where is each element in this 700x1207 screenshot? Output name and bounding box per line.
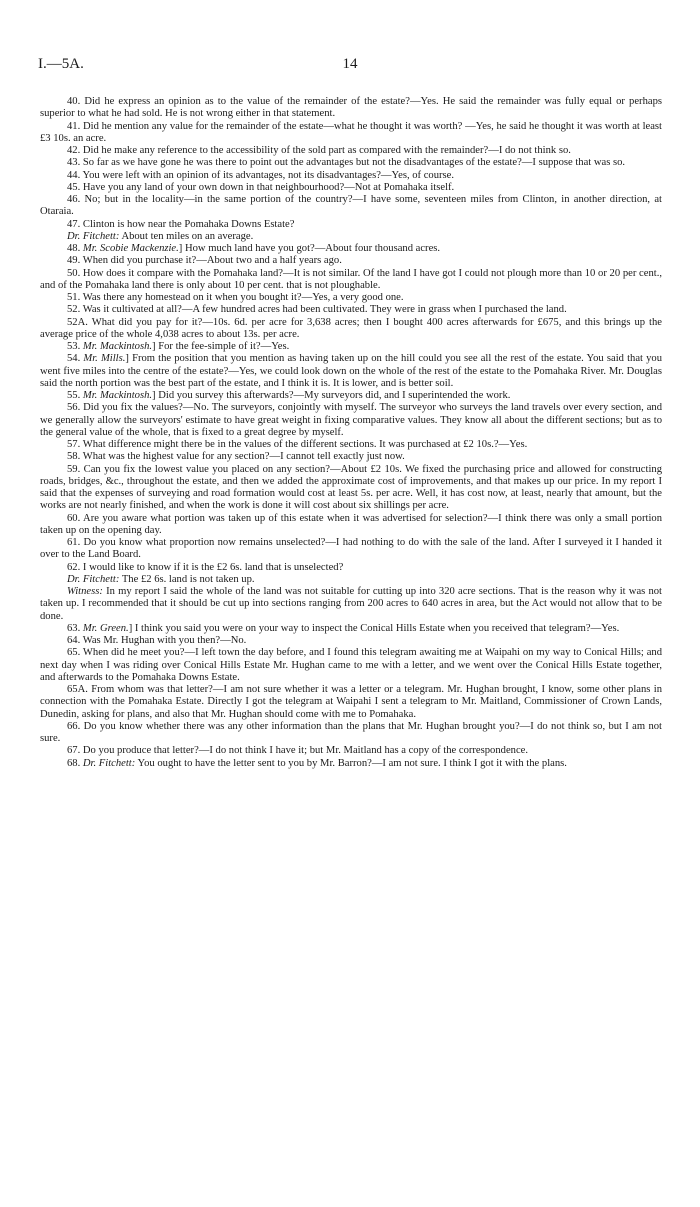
evidence-paragraph [40, 243, 662, 255]
question-number: 63. [67, 622, 83, 634]
evidence-paragraph [40, 758, 662, 770]
paragraph-text: 42. Did he make any reference to the accessibility of the sold part as compared with the remainder?—I do not think so. [67, 145, 571, 156]
paragraph-text: 41. Did he mention any value for the remainder of the estate—what he thought it was worth? —Yes, he said he thought it was worth at least £3 10s. an acre. [40, 120, 662, 144]
evidence-paragraph [40, 304, 662, 316]
paragraph-text: 65A. From whom was that letter?—I am not sure whether it was a letter or a telegram. Mr. Hughan brought, I know, some other plans in connection with the Pomahaka Estate. Directly I got the telegram at Waipahi I sent a telegram to Mr. Maitland, Commissioner of Crown Lands, Dunedin, asking for plans, and also that Mr. Hughan should come with me to Pomahaka. [40, 684, 662, 720]
paragraph-text: 46. No; but in the locality—in the same portion of the country?—I have some, seventeen miles from Clinton, in another direction, at Otaraia. [40, 194, 662, 218]
paragraph-text: 57. What difference might there be in the values of the different sections. It was purchased at £2 10s.?—Yes. [67, 439, 528, 450]
paragraph-text: 62. I would like to know if it is the £2 6s. land that is unselected? [67, 561, 344, 573]
paragraph-text: ] How much land have you got?—About four thousand acres. [178, 243, 441, 254]
evidence-paragraph [40, 121, 662, 146]
evidence-paragraph [40, 292, 662, 304]
speaker-name: Mr. Green. [82, 622, 129, 634]
evidence-paragraph [40, 562, 662, 574]
evidence-paragraph [40, 341, 662, 353]
paragraph-text: 50. How does it compare with the Pomahaka land?—It is not similar. Of the land I have got I could not plough more than 10 or 20 per cent., and of the Pomahaka land there is only about 10 per cent. that is not ploughable. [40, 267, 662, 291]
page-number: 14 [342, 56, 358, 72]
paragraph-text: 67. Do you produce that letter?—I do not think I have it; but Mr. Maitland has a copy of the correspondence. [67, 745, 528, 757]
paragraph-text: 43. So far as we have gone he was there to point out the advantages but not the disadvantages of the estate?—I suppose that was so. [67, 157, 626, 169]
evidence-paragraph [40, 268, 662, 293]
evidence-paragraph [40, 255, 662, 267]
evidence-paragraph [40, 317, 662, 342]
evidence-paragraph [40, 745, 662, 757]
paragraph-text: ] Did you survey this afterwards?—My surveyors did, and I superintended the work. [152, 390, 511, 401]
paragraph-text: 52A. What did you pay for it?—10s. 6d. per acre for 3,638 acres; then I bought 400 acres afterwards for £675, and this brings up the average price of the whole 4,038 acres to about 13s. per acre. [40, 316, 662, 340]
evidence-paragraph [40, 402, 662, 439]
question-number: 53. [67, 341, 83, 352]
paragraph-text: ] From the position that you mention as having taken up on the hill could you see all the rest of the estate. You said that you went five miles into the centre of the estate?—Yes, we could look down on the whole of the rest of the estate to the Pomahaka River. Mr. Douglas said the north portion was the best part of the estate, and I think it is. It is lower, and is better soil. [40, 353, 663, 389]
paragraph-text: 64. Was Mr. Hughan with you then?—No. [67, 635, 247, 646]
evidence-paragraph [40, 231, 662, 243]
paragraph-text: 58. What was the highest value for any section?—I cannot tell exactly just now. [67, 451, 405, 463]
paragraph-text: 45. Have you any land of your own down in that neighbourhood?—Not at Pomahaka itself. [67, 181, 455, 193]
evidence-paragraph [40, 721, 662, 746]
paragraph-text: 51. Was there any homestead on it when you bought it?—Yes, a very good one. [67, 292, 404, 303]
evidence-paragraph [40, 464, 662, 513]
evidence-paragraph [40, 353, 662, 390]
evidence-paragraph [40, 513, 662, 538]
paragraph-text: You ought to have the letter sent to you by Mr. Barron?—I am not sure. I think I got it with the plans. [135, 757, 567, 769]
speaker-name: Mr. Mackintosh. [82, 390, 153, 401]
paragraph-text: 49. When did you purchase it?—About two and a half years ago. [67, 255, 342, 267]
paragraph-text: 47. Clinton is how near the Pomahaka Downs Estate? [67, 218, 295, 230]
question-number: 48. [67, 243, 83, 254]
speaker-name: Mr. Scobie Mackenzie. [82, 243, 179, 254]
parliamentary-paper-reference: I.—5A. [38, 56, 84, 72]
evidence-paragraph [40, 537, 662, 562]
speaker-name: Mr. Mackintosh. [82, 341, 153, 352]
evidence-paragraph [40, 635, 662, 647]
evidence-paragraph [40, 390, 662, 402]
speaker-name: Witness: [67, 586, 103, 597]
evidence-paragraph [40, 145, 662, 157]
question-number: 55. [67, 390, 83, 401]
speaker-name: Mr. Mills. [83, 353, 126, 365]
paragraph-text: 52. Was it cultivated at all?—A few hundred acres had been cultivated. They were in grass when I purchased the land. [67, 304, 567, 316]
paragraph-text: In my report I said the whole of the land was not suitable for cutting up into 320 acre sections. That is the reason why it was not taken up. I recommended that it should be cut up into sections ranging from 200 acres to 640 acres in area, but the Act would not allow that to be done. [40, 586, 662, 622]
evidence-paragraph [40, 219, 662, 231]
page-header [38, 56, 662, 78]
evidence-paragraph [40, 451, 662, 463]
paragraph-text: 40. Did he express an opinion as to the value of the remainder of the estate?—Yes. He said the remainder was fully equal or perhaps superior to what he had sold. He is not wrong either in that statement. [40, 96, 662, 120]
paragraph-text: 59. Can you fix the lowest value you placed on any section?—About £2 10s. We fixed the purchasing price and allowed for constructing roads, bridges, &c., throughout the estate, and then we added the approximate cost of improvements, and that makes up our price. In my report I said that the expenses of surveying and road formation would cost at least 5s. per acre. Well, it has cost now, at least, nearly that amount, but the works are not nearly finished, and when the work is done it will cost about six shillings per acre. [40, 463, 662, 512]
paragraph-text: 61. Do you know what proportion now remains unselected?—I had nothing to do with the sale of the land. After I surveyed it I handed it over to the Land Board. [40, 537, 662, 561]
paragraph-text: 44. You were left with an opinion of its advantages, not its disadvantages?—Yes, of course. [67, 169, 455, 181]
evidence-paragraph [40, 684, 662, 721]
paragraph-text: ] I think you said you were on your way to inspect the Conical Hills Estate when you received that telegram?—Yes. [128, 622, 620, 634]
paragraph-text: 66. Do you know whether there was any other information than the plans that Mr. Hughan brought you?—I do not think so, but I am not sure. [40, 720, 662, 744]
paragraph-text: ] For the fee-simple of it?—Yes. [152, 341, 290, 352]
evidence-paragraph [40, 647, 662, 684]
evidence-paragraph [40, 439, 662, 451]
evidence-paragraph [40, 586, 662, 623]
paragraph-text: 65. When did he meet you?—I left town the day before, and I found this telegram awaiting me at Waipahi on my way to Conical Hills; and next day when I was riding over Conical Hills Estate Mr. Hughan came to me with a letter, and we went over the Conical Hills Estate together, and afterwards to the Pomahaka Downs Estate. [40, 647, 662, 683]
evidence-paragraph [40, 182, 662, 194]
evidence-paragraph [40, 96, 662, 121]
document-body [40, 96, 662, 770]
question-number: 68. [67, 757, 83, 769]
speaker-name: Dr. Fitchett: [67, 573, 120, 585]
evidence-paragraph [40, 574, 662, 586]
evidence-paragraph [40, 194, 662, 219]
evidence-paragraph [40, 623, 662, 635]
paragraph-text: The £2 6s. land is not taken up. [119, 573, 255, 585]
evidence-paragraph [40, 157, 662, 169]
speaker-name: Dr. Fitchett: [82, 757, 136, 769]
paragraph-text: 56. Did you fix the values?—No. The surveyors, conjointly with myself. The surveyor who surveys the land travels over every section, and we generally allow the surveyors' estimate to have great weight in fixing comparative values. They know all about the different sections; but as to the general value of the whole, that is fixed to a great degree by myself. [40, 402, 662, 438]
evidence-paragraph [40, 170, 662, 182]
paragraph-text: 60. Are you aware what portion was taken up of this estate when it was advertised for selection?—I think there was only a small portion taken up on the opening day. [40, 512, 662, 536]
question-number: 54. [67, 353, 84, 365]
paragraph-text: About ten miles on an average. [119, 230, 254, 242]
speaker-name: Dr. Fitchett: [67, 230, 120, 242]
